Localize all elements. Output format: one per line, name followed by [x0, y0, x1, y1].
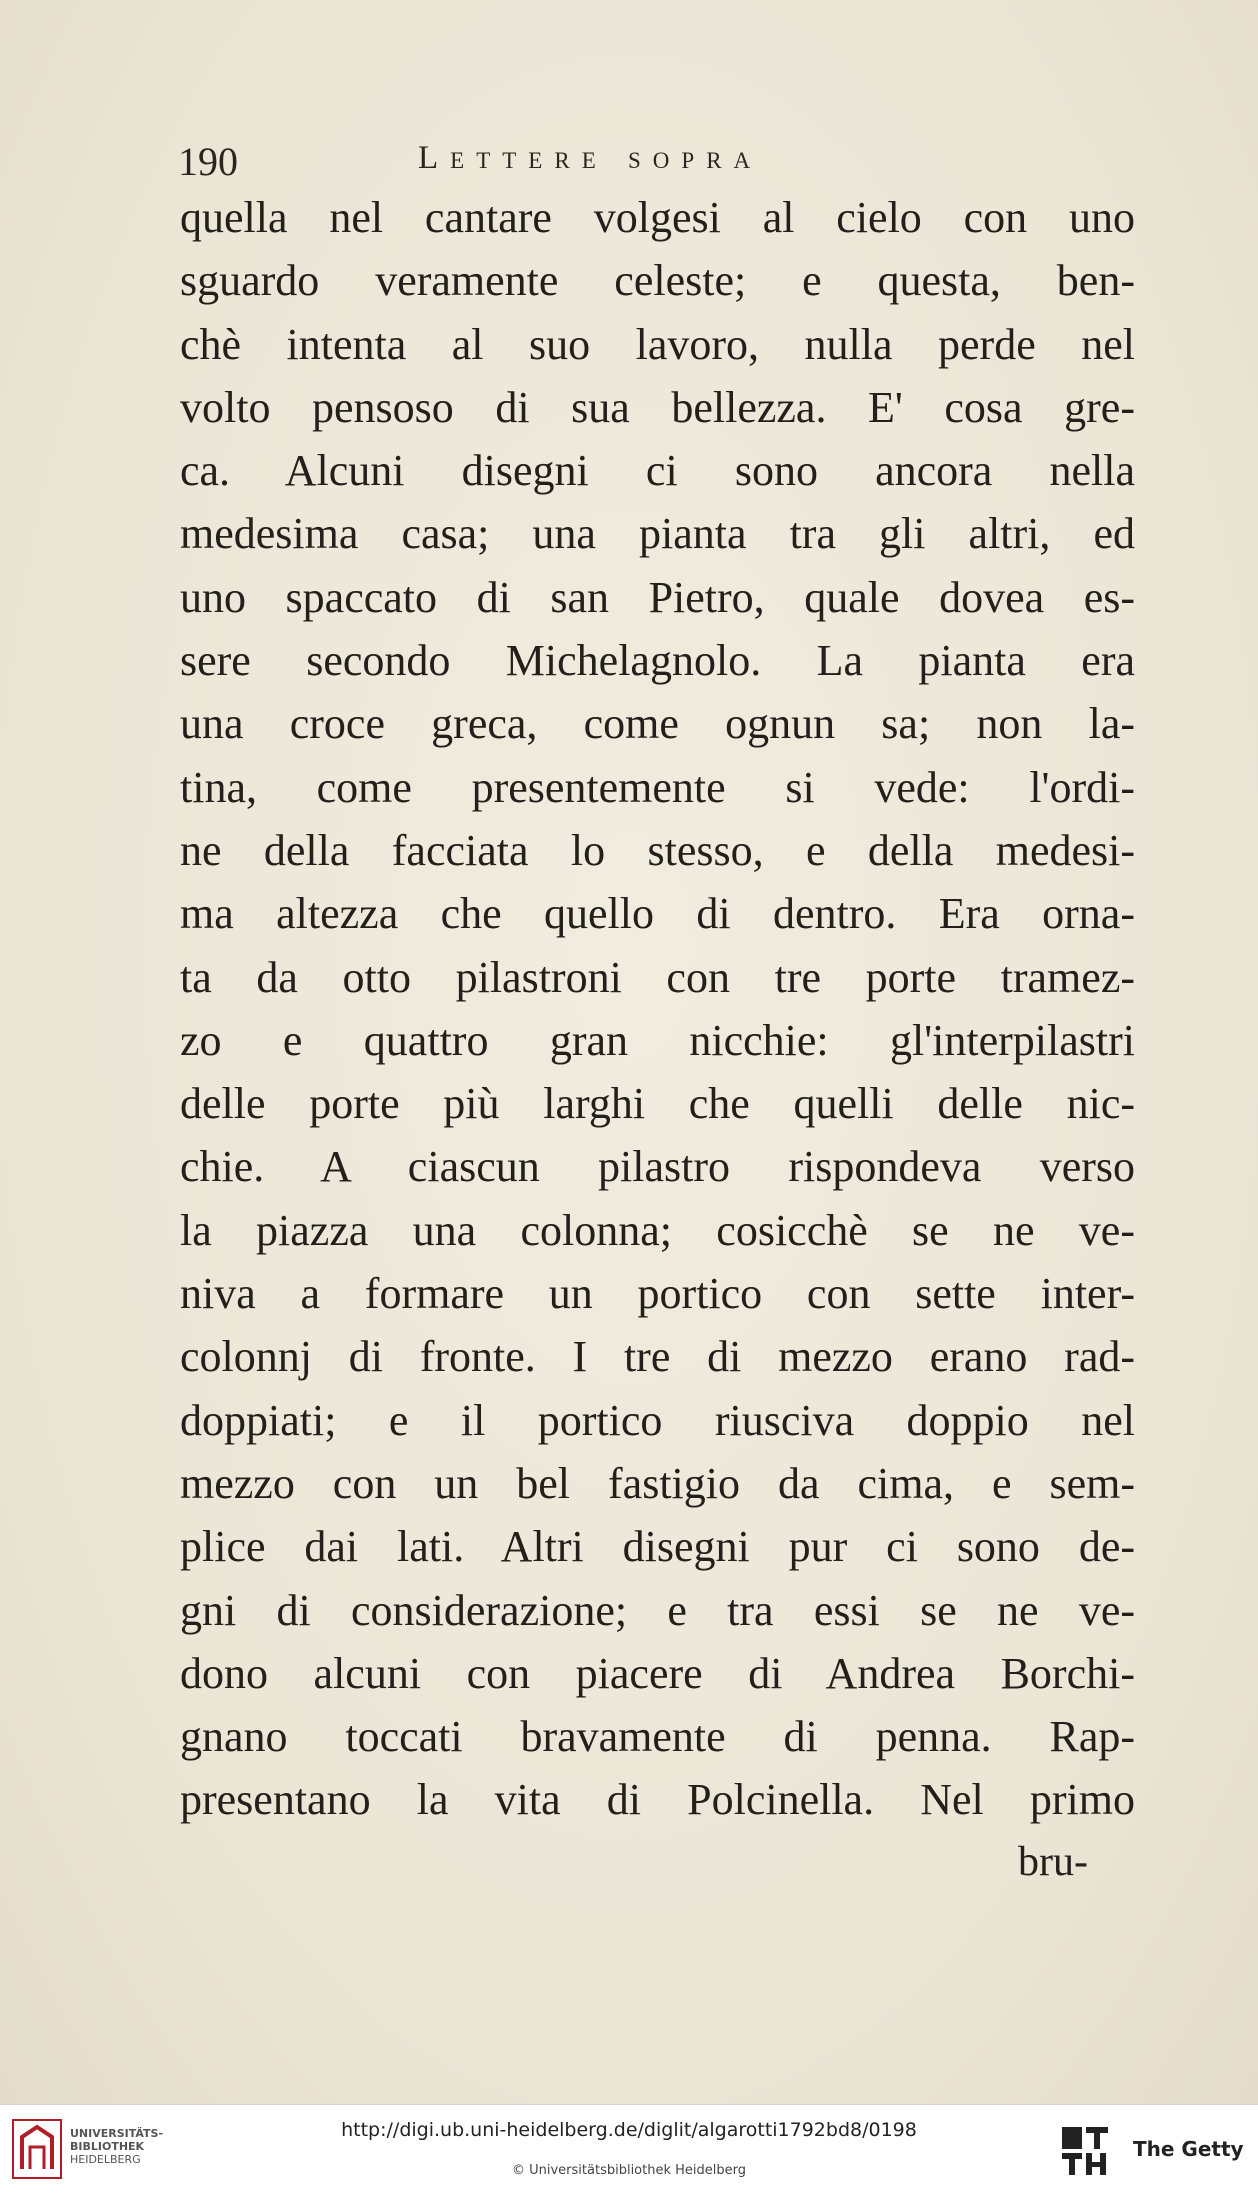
text-line: doppiati; e il portico riusciva doppio nel	[180, 1395, 1135, 1445]
university-name-line: UNIVERSITÄTS-	[70, 2127, 164, 2140]
text-line: dono alcuni con piacere di Andrea Borchi-	[180, 1648, 1135, 1698]
text-line: una croce greca, come ognun sa; non la-	[180, 699, 1135, 749]
text-line: mezzo con un bel fastigio da cima, e sem-	[180, 1458, 1135, 1508]
text-line: gni di considerazione; e tra essi se ne ve-	[180, 1585, 1135, 1635]
text-line: presentano la vita di Polcinella. Nel primo	[180, 1775, 1135, 1825]
text-line: tina, come presentemente si vede: l'ordi-	[180, 762, 1135, 812]
text-line: medesima casa; una pianta tra gli altri, ed	[180, 509, 1135, 559]
text-line: zo e quattro gran nicchie: gl'interpilastri	[180, 1015, 1135, 1065]
text-line: la piazza una colonna; cosicchè se ne ve-	[180, 1205, 1135, 1255]
text-line: ca. Alcuni disegni ci sono ancora nella	[180, 446, 1135, 496]
university-name-line: HEIDELBERG	[70, 2153, 141, 2166]
text-line: chie. A ciascun pilastro rispondeva verso	[180, 1142, 1135, 1192]
text-line: ne della facciata lo stesso, e della medesi-	[180, 825, 1135, 875]
page-number: 190	[178, 139, 238, 184]
catchword: bru-	[1018, 1839, 1088, 1885]
text-line: chè intenta al suo lavoro, nulla perde nel	[180, 319, 1135, 369]
text-line: plice dai lati. Altri disegni pur ci sono de-	[180, 1522, 1135, 1572]
text-line: uno spaccato di san Pietro, quale dovea es-	[180, 572, 1135, 622]
text-line: colonnj di fronte. I tre di mezzo erano rad-	[180, 1332, 1135, 1382]
university-name-line: BIBLIOTHEK	[70, 2140, 145, 2153]
text-line: quella nel cantare volgesi al cielo con uno	[180, 193, 1135, 242]
partner-name: The Getty	[1133, 2137, 1244, 2161]
text-line: sere secondo Michelagnolo. La pianta era	[180, 636, 1135, 686]
footer-bar	[0, 2104, 1258, 2194]
permalink-url[interactable]: http://digi.ub.uni-heidelberg.de/diglit/algarotti1792bd8/0198	[341, 2119, 917, 2141]
getty-logo-icon	[1058, 2123, 1114, 2179]
running-head	[178, 138, 1138, 188]
copyright-notice: © Universitätsbibliothek Heidelberg	[511, 2163, 746, 2178]
text-line: volto pensoso di sua bellezza. E' cosa gre-	[180, 382, 1135, 432]
text-line: gnano toccati bravamente di penna. Rap-	[180, 1712, 1135, 1762]
text-line: delle porte più larghi che quelli delle nic-	[180, 1079, 1135, 1129]
text-line: niva a formare un portico con sette inter-	[180, 1269, 1135, 1319]
text-line: sguardo veramente celeste; e questa, ben-	[180, 256, 1135, 306]
text-line: ma altezza che quello di dentro. Era orna-	[180, 889, 1135, 939]
text-line: ta da otto pilastroni con tre porte tramez-	[180, 952, 1135, 1002]
body-text	[180, 186, 1135, 1832]
running-head-title: Lettere sopra	[418, 140, 763, 176]
